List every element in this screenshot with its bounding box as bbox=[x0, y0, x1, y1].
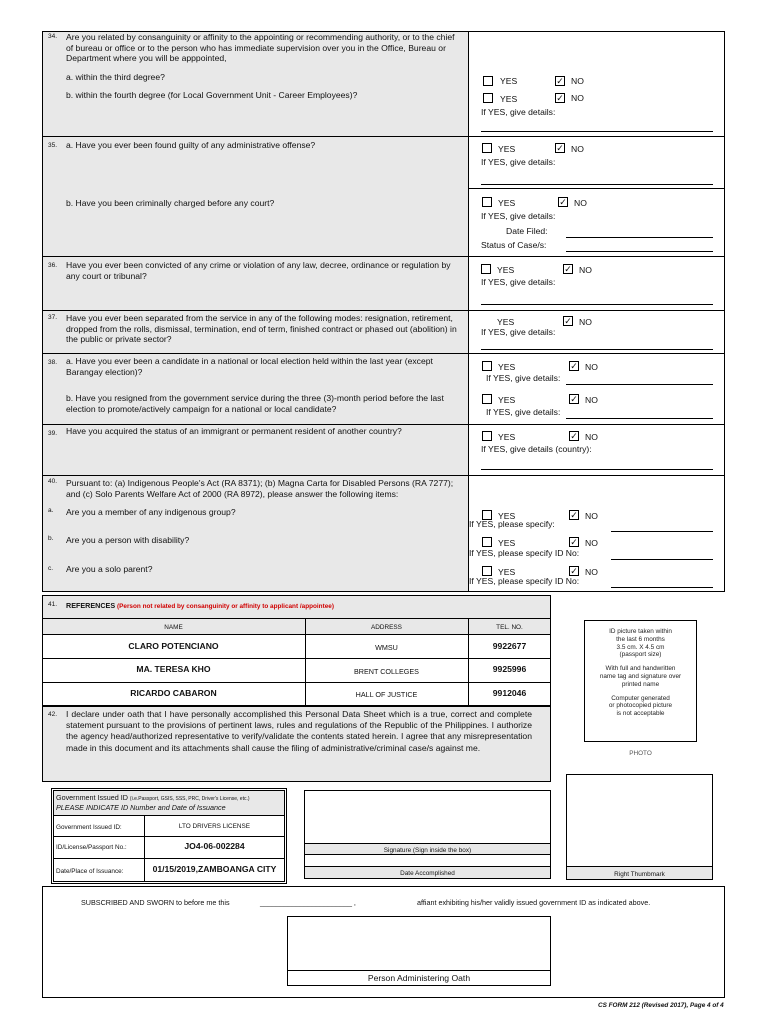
yes-label: YES bbox=[498, 198, 516, 208]
ref-header-name: NAME bbox=[164, 624, 183, 631]
photo-label: PHOTO bbox=[629, 750, 652, 757]
q34b-no-checkbox[interactable]: ✓ bbox=[556, 93, 564, 103]
q40a-specify-line[interactable] bbox=[611, 531, 713, 532]
ref-row-2-tel: 9925996 bbox=[492, 664, 527, 674]
q35b-no-checkbox[interactable]: ✓ bbox=[559, 197, 567, 207]
q36-text: Have you ever been convicted of any crime or violation of any law, decree, ordinance or regulation by any court or tribunal? bbox=[66, 260, 451, 281]
q40c-no-checkbox[interactable]: ✓ bbox=[570, 566, 578, 576]
yes-label: YES bbox=[498, 362, 516, 372]
q37-text: Have you ever been separated from the service in any of the following modes: resignation, retirement, dropped from the rolls, dismissal, termination, end of term, finished contract or phased out (abolition) in the public or private sector? bbox=[66, 313, 457, 345]
q42-number: 42. bbox=[48, 711, 58, 718]
q40a-no-checkbox[interactable]: ✓ bbox=[570, 510, 578, 520]
q39-yes-checkbox[interactable] bbox=[482, 431, 492, 441]
govid-title-main: Government Issued ID bbox=[56, 793, 128, 802]
ref-header-tel: TEL. NO. bbox=[496, 624, 523, 631]
no-label: NO bbox=[579, 265, 592, 275]
no-label: NO bbox=[585, 567, 598, 577]
ref-row-2-address: BRENT COLLEGES bbox=[354, 667, 419, 676]
q39-details-line[interactable] bbox=[481, 469, 713, 470]
no-label: NO bbox=[585, 511, 598, 521]
q40-b-letter: b. bbox=[48, 535, 54, 542]
yes-label: YES bbox=[498, 567, 516, 577]
q40b-yes-checkbox[interactable] bbox=[482, 537, 492, 547]
q36-yes-checkbox[interactable] bbox=[481, 264, 491, 274]
ref-row-1-address: WMSU bbox=[375, 643, 398, 652]
govid-title-note: (i.e.Passport, GSIS, SSS, PRC, Driver's License, etc.) bbox=[129, 796, 250, 802]
q35b-details-label: If YES, give details: bbox=[481, 211, 556, 221]
ref-row-3-address: HALL OF JUSTICE bbox=[355, 690, 418, 699]
q35a-details-line[interactable] bbox=[481, 184, 713, 185]
q38-number: 38. bbox=[48, 359, 58, 366]
q36-no-checkbox[interactable]: ✓ bbox=[564, 264, 572, 274]
yes-label: YES bbox=[497, 265, 515, 275]
thumbmark-label: Right Thumbmark bbox=[614, 871, 665, 878]
q36-details-label: If YES, give details: bbox=[481, 277, 556, 287]
govid-subtitle: PLEASE INDICATE ID Number and Date of Issuance bbox=[56, 803, 226, 812]
q37-number: 37. bbox=[48, 314, 58, 321]
photo-line: is not acceptable bbox=[616, 710, 665, 718]
ref-row-1-tel: 9922677 bbox=[492, 641, 527, 651]
photo-line: (passport size) bbox=[619, 651, 662, 659]
govid-date-value[interactable]: 01/15/2019,ZAMBOANGA CITY bbox=[152, 864, 277, 874]
q35-status-label: Status of Case/s: bbox=[481, 240, 547, 250]
q37-details-label: If YES, give details: bbox=[481, 327, 556, 337]
date-accomplished-label: Date Accomplished bbox=[400, 870, 455, 877]
photo-line: name tag and signature over bbox=[599, 672, 682, 680]
photo-line: Computer generated bbox=[611, 694, 670, 702]
photo-line: 3.5 cm. X 4.5 cm bbox=[616, 643, 665, 651]
yes-label: YES bbox=[498, 144, 516, 154]
govid-id-value[interactable]: LTO DRIVERS LICENSE bbox=[178, 823, 251, 830]
q38b-details-label: If YES, give details: bbox=[486, 407, 561, 417]
no-label: NO bbox=[571, 144, 584, 154]
oath-box-label: Person Administering Oath bbox=[367, 973, 471, 983]
no-label: NO bbox=[574, 198, 587, 208]
q38b-details-line[interactable] bbox=[566, 418, 713, 419]
oath-prefix: SUBSCRIBED AND SWORN to before me this bbox=[81, 898, 230, 907]
q34a-no-checkbox[interactable]: ✓ bbox=[556, 76, 564, 86]
yes-label: YES bbox=[498, 511, 516, 521]
photo-line: ID picture taken within bbox=[609, 628, 672, 635]
yes-label: YES bbox=[497, 317, 515, 327]
q39-number: 39. bbox=[48, 430, 58, 437]
ref-row-1-name: CLARO POTENCIANO bbox=[128, 641, 219, 651]
ref-row-2-name: MA. TERESA KHO bbox=[136, 664, 211, 674]
signature-label: Signature (Sign inside the box) bbox=[383, 847, 472, 854]
q34-a: a. within the third degree? bbox=[66, 72, 165, 82]
ref-row-3-tel: 9912046 bbox=[492, 688, 527, 698]
yes-label: YES bbox=[500, 76, 518, 86]
no-label: NO bbox=[585, 432, 598, 442]
q37-yes-checkbox[interactable] bbox=[481, 316, 491, 326]
q35a-yes-checkbox[interactable] bbox=[482, 143, 492, 153]
no-label: NO bbox=[585, 395, 598, 405]
thumbmark-box[interactable] bbox=[566, 774, 713, 880]
q35a-no-checkbox[interactable]: ✓ bbox=[556, 143, 564, 153]
q40c-specify-label: If YES, please specify ID No: bbox=[469, 576, 580, 586]
photo-line: the last 6 months bbox=[616, 635, 665, 643]
q38-a: a. Have you ever been a candidate in a national or local election held within the last year (except Barangay election)? bbox=[66, 356, 433, 377]
no-label: NO bbox=[571, 76, 584, 86]
q40-c-letter: c. bbox=[48, 565, 54, 572]
q41-number: 41. bbox=[48, 601, 58, 608]
q35-date-filed-label: Date Filed: bbox=[506, 226, 548, 236]
q38b-no-checkbox[interactable]: ✓ bbox=[570, 394, 578, 404]
q40b-specify-label: If YES, please specify ID No: bbox=[469, 548, 580, 558]
q40b-no-checkbox[interactable]: ✓ bbox=[570, 537, 578, 547]
q34a-yes-checkbox[interactable] bbox=[483, 76, 493, 86]
govid-date-label: Date/Place of Issuance: bbox=[56, 868, 124, 875]
govid-id-label: Government Issued ID: bbox=[56, 824, 122, 831]
no-label: NO bbox=[579, 317, 592, 327]
photo-line: or photocopied picture bbox=[608, 702, 673, 710]
q40-number: 40. bbox=[48, 478, 58, 485]
ref-row-3-name: RICARDO CABARON bbox=[130, 688, 217, 698]
q35-status-line[interactable] bbox=[566, 251, 713, 252]
form-footer: CS FORM 212 (Revised 2017), Page 4 of 4 bbox=[598, 1002, 724, 1009]
yes-label: YES bbox=[498, 538, 516, 548]
q34-details-label: If YES, give details: bbox=[481, 107, 556, 117]
q35-number: 35. bbox=[48, 142, 58, 149]
q40c-yes-checkbox[interactable] bbox=[482, 566, 492, 576]
q40a-specify-label: If YES, please specify: bbox=[469, 519, 555, 529]
q38a-no-checkbox[interactable]: ✓ bbox=[570, 361, 578, 371]
q34-number: 34. bbox=[48, 33, 58, 40]
ref-header-address: ADDRESS bbox=[371, 624, 402, 631]
q34-b: b. within the fourth degree (for Local Government Unit - Career Employees)? bbox=[66, 90, 358, 100]
q35b-yes-checkbox[interactable] bbox=[482, 197, 492, 207]
q40-b: Are you a person with disability? bbox=[66, 535, 190, 545]
q35a-details-label: If YES, give details: bbox=[481, 157, 556, 167]
q39-details-label: If YES, give details (country): bbox=[481, 444, 592, 454]
q38a-yes-checkbox[interactable] bbox=[482, 361, 492, 371]
govid-number-value[interactable]: JO4-06-002284 bbox=[184, 841, 245, 851]
govid-number-label: ID/License/Passport No.: bbox=[56, 844, 127, 851]
q34-text: Are you related by consanguinity or affinity to the appointing or recommending authority, or to the chief of bureau or office or to the person who has immediate supervision over you in the Office, Bureau or Department where you will be apppointed, bbox=[66, 32, 455, 64]
q39-no-checkbox[interactable]: ✓ bbox=[570, 431, 578, 441]
no-label: NO bbox=[585, 362, 598, 372]
q39-text: Have you acquired the status of an immigrant or permanent resident of another country? bbox=[66, 426, 402, 436]
q38a-details-label: If YES, give details: bbox=[486, 373, 561, 383]
oath-blank[interactable]: _______________________ , bbox=[260, 898, 356, 907]
q40c-specify-line[interactable] bbox=[611, 587, 713, 588]
q38b-yes-checkbox[interactable] bbox=[482, 394, 492, 404]
yes-label: YES bbox=[498, 432, 516, 442]
q36-number: 36. bbox=[48, 262, 58, 269]
q40-a-letter: a. bbox=[48, 507, 54, 514]
q34b-yes-checkbox[interactable] bbox=[483, 93, 493, 103]
declaration-text: I declare under oath that I have personally accomplished this Personal Data Sheet which is a true, correct and complete statement pursuant to the provisions of pertinent laws, rules and regulations of the Republic of the Philippines. I authorize the agency head/authorized representative to verify/validate the contents stated herein. I agree that any misrepresentation made in this document and its attachments shall cause the filing of administrative/criminal case/s against me. bbox=[66, 709, 532, 753]
no-label: NO bbox=[571, 93, 584, 103]
q35-a: a. Have you ever been found guilty of any administrative offense? bbox=[66, 140, 316, 150]
q34-details-line[interactable] bbox=[481, 131, 713, 132]
q40-a: Are you a member of any indigenous group? bbox=[66, 507, 236, 517]
q40-text: Pursuant to: (a) Indigenous People's Act (RA 8371); (b) Magna Carta for Disabled Persons (RA 7277); and (c) Solo Parents Welfare Act of 2000 (RA 8972), please answer the following items: bbox=[66, 478, 454, 499]
photo-line: printed name bbox=[621, 680, 660, 688]
q37-details-line[interactable] bbox=[481, 349, 713, 350]
q35-b: b. Have you been criminally charged before any court? bbox=[66, 198, 275, 208]
q40b-specify-line[interactable] bbox=[611, 559, 713, 560]
photo-line: With full and handwritten bbox=[605, 665, 676, 673]
q37-no-checkbox[interactable]: ✓ bbox=[564, 316, 572, 326]
yes-label: YES bbox=[500, 94, 518, 104]
photo-instructions bbox=[584, 628, 697, 718]
q40-c: Are you a solo parent? bbox=[66, 564, 153, 574]
references-title: REFERENCES bbox=[66, 601, 116, 610]
q35-date-filed-line[interactable] bbox=[566, 237, 713, 238]
no-label: NO bbox=[585, 538, 598, 548]
q38a-details-line[interactable] bbox=[566, 384, 713, 385]
q36-details-line[interactable] bbox=[481, 304, 713, 305]
yes-label: YES bbox=[498, 395, 516, 405]
oath-suffix: affiant exhibiting his/her validly issued government ID as indicated above. bbox=[417, 898, 651, 907]
references-note: (Person not related by consanguinity or affinity to applicant /appointee) bbox=[117, 603, 334, 610]
q38-b: b. Have you resigned from the government service during the three (3)-month period before the last election to promote/actively campaign for a national or local candidate? bbox=[66, 393, 444, 414]
